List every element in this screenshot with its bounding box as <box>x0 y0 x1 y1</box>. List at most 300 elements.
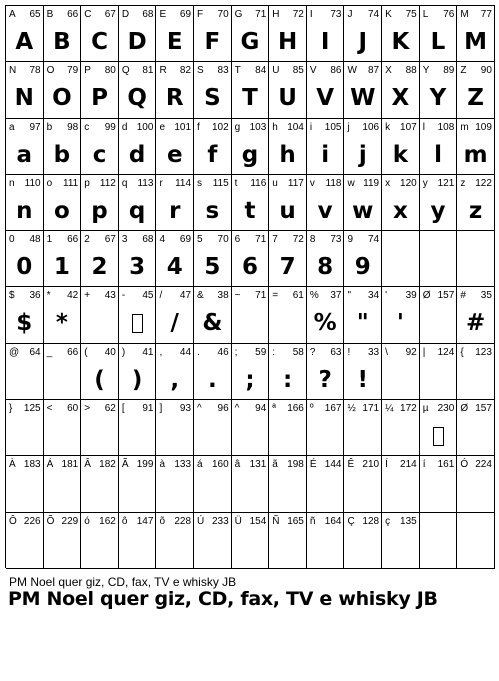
cell-glyph <box>232 305 269 341</box>
cell-character: G <box>234 9 243 20</box>
glyph-cell <box>420 6 458 62</box>
cell-code: 85 <box>292 65 304 77</box>
cell-glyph: P <box>91 85 108 112</box>
cell-label <box>46 347 79 359</box>
cell-label <box>158 403 191 415</box>
cell-glyph <box>382 531 419 567</box>
cell-code: 118 <box>325 177 342 189</box>
cell-character: ! <box>347 346 351 358</box>
cell-code: 86 <box>330 65 342 77</box>
cell-label <box>83 9 116 21</box>
cell-label <box>158 65 191 77</box>
cell-label <box>271 403 304 415</box>
glyph-cell <box>307 6 345 62</box>
cell-label <box>46 290 79 302</box>
glyph-cell <box>382 175 420 231</box>
glyph-cell <box>232 175 270 231</box>
cell-label <box>384 290 417 302</box>
cell-character: L <box>422 9 429 20</box>
cell-code: 63 <box>330 346 342 358</box>
cell-label <box>384 516 417 528</box>
cell-label <box>384 403 417 415</box>
cell-label <box>121 403 154 415</box>
glyph-cell <box>382 287 420 343</box>
cell-label <box>196 516 229 528</box>
cell-code: 96 <box>217 403 229 415</box>
cell-glyph: y <box>430 197 446 224</box>
cell-code: 61 <box>292 290 304 302</box>
cell-character: Q <box>121 65 130 77</box>
cell-code: 66 <box>67 234 79 246</box>
glyph-cell <box>232 6 270 62</box>
cell-glyph: U <box>278 85 297 112</box>
cell-code: 71 <box>255 9 267 20</box>
cell-code: 78 <box>29 65 41 77</box>
grid-row <box>6 231 495 287</box>
cell-label <box>271 234 304 246</box>
cell-glyph: $ <box>16 310 33 337</box>
cell-glyph <box>420 305 457 341</box>
cell-label <box>121 178 154 190</box>
cell-code: 67 <box>104 9 116 20</box>
cell-character: 8 <box>309 234 316 246</box>
cell-code: 198 <box>287 459 304 471</box>
cell-glyph: v <box>317 197 333 224</box>
cell-label <box>158 234 191 246</box>
cell-character: " <box>347 290 352 302</box>
cell-code: 66 <box>67 9 79 20</box>
cell-character: Ø <box>422 290 431 302</box>
cell-glyph <box>457 249 494 285</box>
glyph-cell <box>6 175 44 231</box>
cell-label <box>346 9 379 21</box>
glyph-cell <box>382 119 420 175</box>
cell-glyph <box>382 249 419 285</box>
cell-glyph: e <box>166 141 183 168</box>
cell-label <box>459 347 492 359</box>
cell-character: r <box>159 177 163 189</box>
cell-code: 116 <box>250 177 267 189</box>
cell-code: 73 <box>330 234 342 246</box>
cell-code: 119 <box>363 177 380 189</box>
cell-label <box>121 9 154 21</box>
cell-character: à <box>159 459 165 471</box>
cell-label <box>83 178 116 190</box>
cell-label <box>196 178 229 190</box>
glyph-cell <box>44 287 82 343</box>
glyph-cell <box>307 344 345 400</box>
cell-code: 79 <box>67 65 79 77</box>
glyph-cell <box>119 344 157 400</box>
cell-character: o <box>46 177 53 189</box>
cell-code: 125 <box>23 403 41 415</box>
cell-code: 84 <box>255 65 267 77</box>
cell-code: 66 <box>67 346 79 358</box>
glyph-cell <box>81 175 119 231</box>
cell-glyph: 1 <box>53 254 70 281</box>
cell-label <box>234 9 267 21</box>
cell-glyph <box>156 531 193 567</box>
cell-character: I <box>309 9 313 20</box>
cell-character: [ <box>121 403 125 415</box>
cell-character: s <box>197 177 203 189</box>
cell-glyph: 6 <box>241 254 258 281</box>
cell-label <box>8 9 41 21</box>
cell-character: 6 <box>234 234 241 246</box>
glyph-cell <box>307 456 345 512</box>
cell-glyph: E <box>166 29 183 55</box>
cell-code: 124 <box>437 346 455 358</box>
cell-character: . <box>197 346 200 358</box>
cell-glyph <box>194 418 231 454</box>
glyph-cell <box>119 287 157 343</box>
cell-character: Ó <box>460 459 469 471</box>
cell-glyph: 9 <box>354 254 371 281</box>
cell-code: 128 <box>362 515 380 527</box>
cell-label <box>459 290 492 302</box>
cell-character: 5 <box>197 234 203 246</box>
cell-code: 80 <box>104 65 116 77</box>
glyph-cell <box>119 62 157 118</box>
cell-character: ã <box>272 459 278 471</box>
cell-character: á <box>197 459 203 471</box>
cell-label <box>83 347 116 359</box>
cell-glyph: 3 <box>129 254 146 281</box>
cell-code: 36 <box>29 290 41 302</box>
cell-label <box>46 234 79 246</box>
glyph-cell <box>382 6 420 62</box>
glyph-cell <box>6 456 44 512</box>
glyph-cell <box>232 456 270 512</box>
cell-character: c <box>84 121 90 133</box>
cell-character: @ <box>9 346 20 358</box>
cell-glyph: O <box>52 85 72 112</box>
cell-character: Ñ <box>272 515 280 527</box>
cell-label <box>459 122 492 134</box>
cell-label <box>46 459 79 471</box>
cell-code: 46 <box>217 346 229 358</box>
cell-label <box>46 516 79 528</box>
cell-character: Ü <box>234 515 242 527</box>
cell-glyph: i <box>321 141 330 168</box>
grid-row <box>6 456 495 512</box>
glyph-cell <box>156 175 194 231</box>
cell-glyph: ( <box>94 366 105 393</box>
missing-glyph-box <box>420 418 457 454</box>
glyph-cell <box>457 119 495 175</box>
glyph-cell <box>156 62 194 118</box>
cell-label <box>459 65 492 77</box>
glyph-cell <box>119 6 157 62</box>
glyph-cell <box>420 513 458 569</box>
cell-code: 181 <box>61 459 79 471</box>
cell-code: 112 <box>99 177 116 189</box>
cell-code: 226 <box>23 515 41 527</box>
cell-code: 144 <box>324 459 342 471</box>
cell-label <box>158 347 191 359</box>
glyph-cell <box>232 62 270 118</box>
cell-code: 68 <box>142 234 154 246</box>
cell-label <box>422 234 455 246</box>
cell-code: 35 <box>480 290 492 302</box>
glyph-cell <box>269 6 307 62</box>
cell-glyph <box>194 531 231 567</box>
glyph-cell <box>6 119 44 175</box>
cell-label <box>309 65 342 77</box>
cell-character: d <box>121 121 128 133</box>
cell-glyph: . <box>207 366 217 393</box>
cell-label <box>271 459 304 471</box>
cell-label <box>158 9 191 21</box>
cell-code: 42 <box>67 290 79 302</box>
glyph-cell <box>44 175 82 231</box>
cell-label <box>422 516 455 528</box>
cell-glyph: p <box>91 197 108 224</box>
cell-glyph: ' <box>396 310 404 337</box>
cell-glyph: g <box>241 141 259 168</box>
cell-code: 160 <box>211 459 229 471</box>
font-sample-text: PM Noel quer giz, CD, fax, TV e whisky JB <box>8 588 438 610</box>
cell-label <box>309 403 342 415</box>
grid-row <box>6 6 495 62</box>
cell-character: 3 <box>121 234 128 246</box>
glyph-cell <box>457 231 495 287</box>
glyph-cell <box>194 513 232 569</box>
cell-glyph <box>420 362 457 398</box>
cell-glyph <box>81 474 118 510</box>
cell-glyph: V <box>316 85 335 112</box>
glyph-cell <box>81 456 119 512</box>
glyph-cell <box>194 231 232 287</box>
cell-code: 103 <box>249 121 267 133</box>
glyph-cell <box>232 287 270 343</box>
cell-glyph: M <box>464 29 488 55</box>
glyph-cell <box>194 287 232 343</box>
cell-label <box>234 290 267 302</box>
grid-row <box>6 400 495 456</box>
cell-code: 47 <box>179 290 192 302</box>
cell-code: 71 <box>255 290 267 302</box>
cell-label <box>83 459 116 471</box>
cell-code: 72 <box>292 234 304 246</box>
cell-glyph: s <box>205 197 220 224</box>
glyph-cell <box>119 456 157 512</box>
cell-glyph <box>344 531 381 567</box>
cell-glyph <box>119 531 156 567</box>
cell-label <box>8 403 41 415</box>
cell-label <box>196 347 229 359</box>
cell-character: X <box>385 65 392 77</box>
cell-character: i <box>309 121 313 133</box>
cell-character: = <box>272 290 279 302</box>
cell-character: p <box>84 177 90 189</box>
cell-glyph: t <box>244 197 256 224</box>
cell-character: Ç <box>347 515 355 527</box>
cell-code: 161 <box>437 459 455 471</box>
cell-character: Y <box>422 65 430 77</box>
cell-glyph <box>269 305 306 341</box>
cell-glyph <box>232 531 269 567</box>
cell-glyph <box>382 362 419 398</box>
glyph-cell <box>156 6 194 62</box>
glyph-cell <box>6 400 44 456</box>
cell-code: 62 <box>104 403 116 415</box>
glyph-cell <box>44 231 82 287</box>
glyph-cell <box>269 456 307 512</box>
glyph-cell <box>307 62 345 118</box>
cell-label <box>384 65 417 77</box>
cell-glyph: N <box>14 85 34 112</box>
cell-label <box>83 234 116 246</box>
cell-character: Õ <box>46 515 55 527</box>
glyph-cell <box>44 119 82 175</box>
cell-code: 110 <box>24 177 41 189</box>
cell-character: N <box>9 65 17 77</box>
cell-character: ) <box>121 346 126 358</box>
cell-code: 171 <box>362 403 380 415</box>
cell-glyph: r <box>169 197 181 224</box>
cell-character: \ <box>385 346 388 358</box>
cell-label <box>8 234 41 246</box>
glyph-cell <box>344 344 382 400</box>
glyph-cell <box>194 62 232 118</box>
cell-glyph: b <box>53 141 71 168</box>
cell-glyph <box>307 531 344 567</box>
cell-code: 40 <box>104 346 116 358</box>
cell-label <box>121 290 154 302</box>
cell-character: b <box>46 121 53 133</box>
cell-label <box>422 9 455 21</box>
grid-row <box>6 62 495 118</box>
cell-character: A <box>9 9 16 20</box>
cell-character: ~ <box>234 290 241 302</box>
cell-character: R <box>159 65 167 77</box>
glyph-cell <box>81 287 119 343</box>
cell-code: 38 <box>217 290 229 302</box>
cell-code: 37 <box>330 290 342 302</box>
cell-label <box>83 122 116 134</box>
cell-label <box>271 9 304 21</box>
cell-code: 113 <box>137 177 154 189</box>
cell-glyph <box>81 531 118 567</box>
cell-glyph <box>232 474 269 510</box>
cell-label <box>8 516 41 528</box>
cell-code: 117 <box>287 177 304 189</box>
cell-code: 88 <box>405 65 417 77</box>
cell-label <box>121 347 154 359</box>
cell-code: 120 <box>400 177 417 189</box>
cell-glyph <box>81 418 118 454</box>
cell-code: 83 <box>217 65 229 77</box>
grid-row <box>6 513 495 569</box>
cell-character: 1 <box>46 234 53 246</box>
cell-glyph: ! <box>357 366 369 393</box>
glyph-cell <box>81 231 119 287</box>
cell-glyph: S <box>204 85 221 112</box>
cell-glyph: 8 <box>317 254 334 281</box>
glyph-cell <box>420 287 458 343</box>
cell-label <box>121 234 154 246</box>
glyph-cell <box>119 400 157 456</box>
cell-code: 81 <box>142 65 154 77</box>
cell-code: 229 <box>61 515 79 527</box>
cell-code: 228 <box>174 515 192 527</box>
glyph-cell <box>194 400 232 456</box>
cell-character: É <box>309 459 317 471</box>
cell-character: F <box>197 9 204 20</box>
cell-code: 105 <box>324 121 342 133</box>
glyph-cell <box>457 175 495 231</box>
cell-label <box>196 234 229 246</box>
cell-label <box>422 65 455 77</box>
cell-code: 45 <box>142 290 154 302</box>
cell-label <box>8 290 41 302</box>
cell-code: 76 <box>443 9 455 20</box>
cell-code: 33 <box>367 346 380 358</box>
cell-character: n <box>9 177 15 189</box>
glyph-cell <box>81 513 119 569</box>
cell-code: 233 <box>211 515 229 527</box>
cell-label <box>271 516 304 528</box>
cell-glyph: J <box>358 29 368 55</box>
cell-character: , <box>159 346 163 358</box>
cell-label <box>422 347 455 359</box>
cell-label <box>196 122 229 134</box>
cell-character: m <box>460 121 469 133</box>
cell-character: _ <box>46 346 53 358</box>
cell-glyph: Q <box>127 85 147 112</box>
cell-label <box>346 234 379 246</box>
glyph-cell <box>194 6 232 62</box>
cell-code: 214 <box>400 459 417 471</box>
cell-character: y <box>422 177 428 189</box>
cell-character: â <box>234 459 241 471</box>
glyph-cell <box>156 119 194 175</box>
sample-caption: PM Noel quer giz, CD, fax, TV e whisky JB <box>9 575 237 589</box>
cell-character: O <box>46 65 55 77</box>
cell-glyph: 2 <box>91 254 108 281</box>
cell-label <box>271 122 304 134</box>
cell-label <box>459 234 492 246</box>
cell-glyph: 5 <box>204 254 221 281</box>
glyph-cell <box>44 456 82 512</box>
cell-label <box>346 403 379 415</box>
cell-glyph: k <box>392 141 409 168</box>
cell-code: 182 <box>99 459 116 471</box>
glyph-cell <box>457 513 495 569</box>
cell-code: 183 <box>23 459 41 471</box>
cell-glyph: ? <box>318 366 332 393</box>
cell-code: 102 <box>211 121 229 133</box>
glyph-cell <box>420 175 458 231</box>
cell-code: 72 <box>292 9 304 20</box>
cell-character: K <box>385 9 392 20</box>
cell-character: º <box>309 403 314 415</box>
cell-character: J <box>347 9 353 20</box>
cell-glyph: ; <box>245 366 255 393</box>
cell-label <box>384 234 417 246</box>
cell-glyph <box>6 474 43 510</box>
cell-code: 70 <box>217 9 229 20</box>
glyph-cell <box>307 287 345 343</box>
cell-label <box>196 459 229 471</box>
cell-label <box>271 347 304 359</box>
cell-character: l <box>422 121 425 133</box>
cell-code: 92 <box>405 346 417 358</box>
glyph-cell <box>307 175 345 231</box>
cell-label <box>8 178 41 190</box>
cell-label <box>309 122 342 134</box>
